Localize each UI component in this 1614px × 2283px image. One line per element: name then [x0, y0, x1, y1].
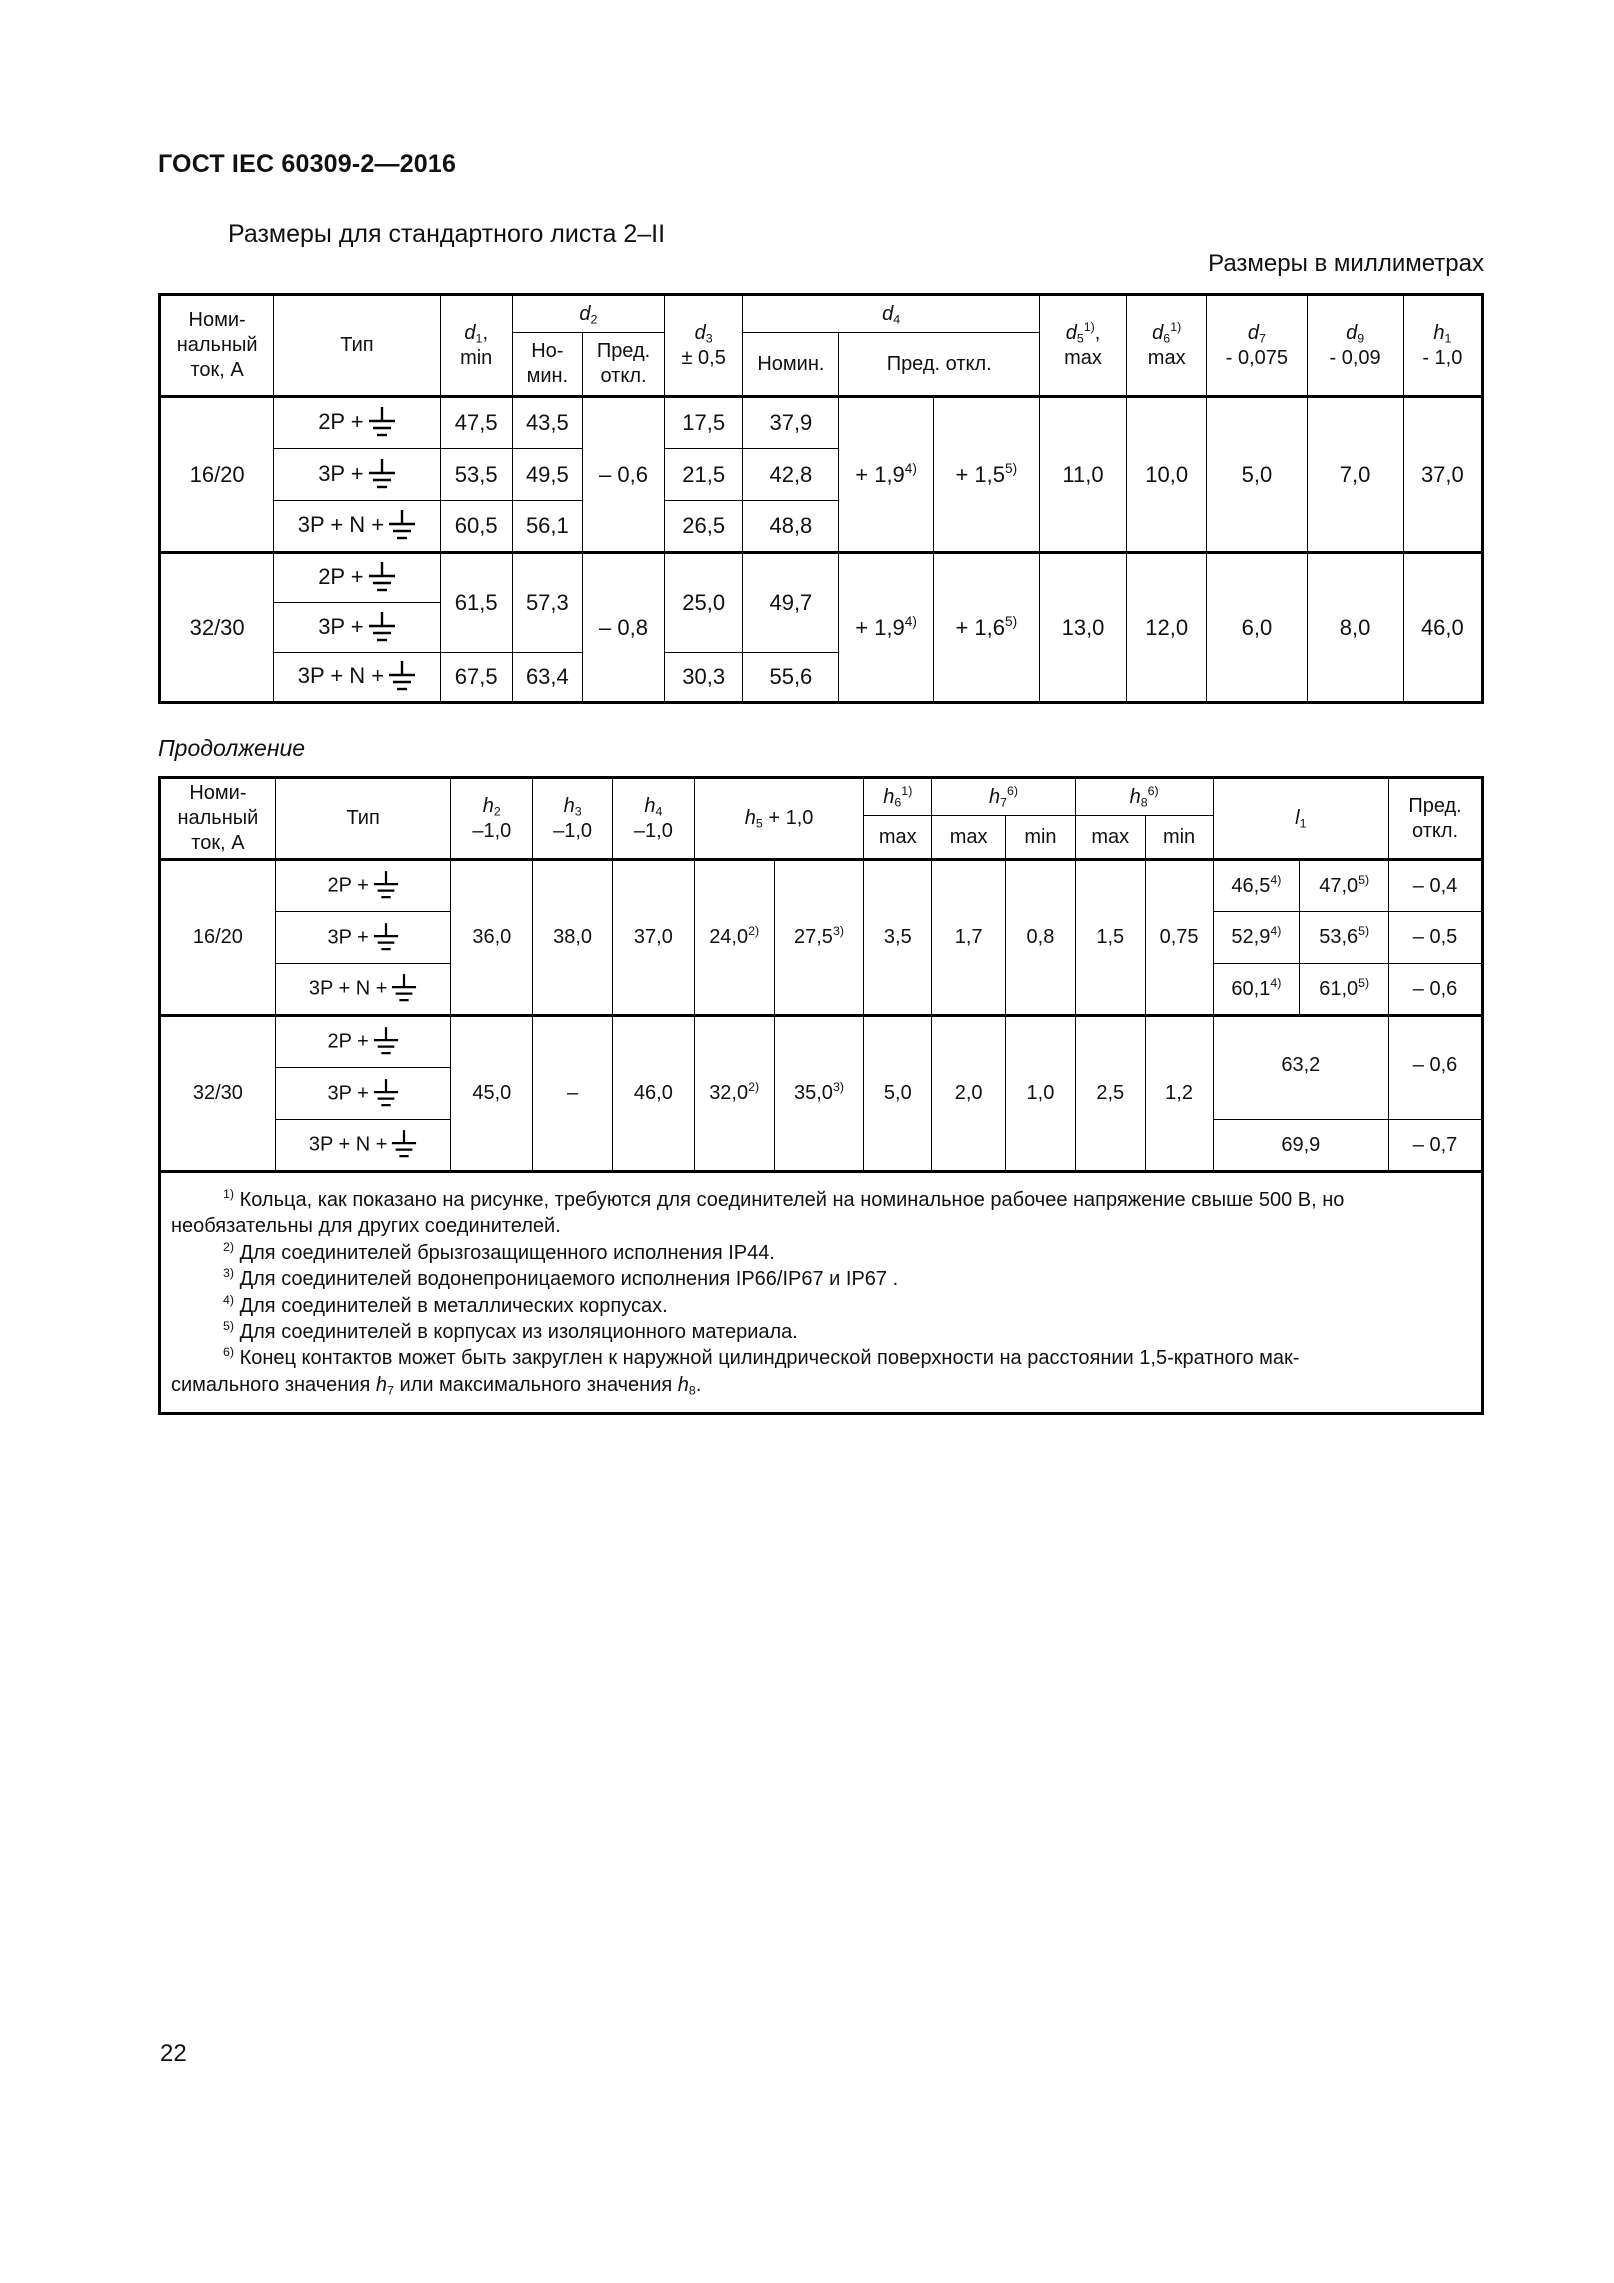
d7-value: 5,0: [1207, 397, 1307, 553]
type-cell: 3P + N +: [274, 653, 440, 703]
d4-deviation-metal: + $1,9^{4)}$: [839, 553, 933, 703]
type-cell: 3P + N +: [274, 501, 440, 553]
h6-max-value: 3,5: [864, 860, 932, 1016]
l1-insulating-value: 61,0$^{5)}$: [1300, 964, 1389, 1016]
d4-deviation-insulating: + $1,5^{5)}$: [933, 397, 1039, 553]
earth-ground-icon: [373, 870, 399, 902]
current-cell: 32/30: [160, 553, 274, 703]
document-code: ГОСТ IEC 60309-2—2016: [158, 150, 457, 178]
type-cell: 3P + N +: [275, 964, 451, 1016]
col-d4: $d_4$: [743, 295, 1040, 333]
col-d2-nominal: Но- мин.: [512, 333, 582, 397]
earth-ground-icon: [373, 1078, 399, 1110]
earth-ground-icon: [368, 611, 396, 645]
type-cell: 2P +: [274, 397, 440, 449]
earth-ground-icon: [368, 458, 396, 492]
h6-max-value: 5,0: [864, 1016, 932, 1172]
d6-value: 12,0: [1127, 553, 1207, 703]
h8-max-value: 1,5: [1075, 860, 1145, 1016]
h8-min-value: 0,75: [1145, 860, 1213, 1016]
col-l1: $l_1$: [1213, 778, 1389, 860]
h5-value-ip44: 24,0$^{2)}$: [694, 860, 774, 1016]
footnote-1: $^{1)}$ Кольца, как показано на рисунке, требуются для соединителей на номинальное рабочее напряжение свыше 500 В, но: [223, 1186, 1345, 1211]
type-cell: 2P +: [275, 860, 451, 912]
dimensions-table-main: [158, 293, 1484, 704]
type-cell: 3P +: [274, 603, 440, 653]
col-d3: $d_3$ ± 0,5: [665, 295, 743, 397]
h3-value: 38,0: [533, 860, 613, 1016]
col-h7-min: min: [1006, 816, 1076, 860]
current-cell: 16/20: [160, 397, 274, 553]
continuation-label: Продолжение: [158, 735, 306, 761]
footnote-6-continuation: симального значения $h_7$ или максимального значения $h_8$.: [171, 1373, 702, 1398]
footnote-6: $^{6)}$ Конец контактов может быть закруглен к наружной цилиндрической поверхности на расстоянии 1,5-кратного мак-: [223, 1345, 1300, 1370]
col-h1: $h_1$ - 1,0: [1403, 295, 1482, 397]
h2-value: 45,0: [451, 1016, 533, 1172]
col-d1: $d_1$, min: [440, 295, 512, 397]
l1-value: 69,9: [1213, 1120, 1389, 1172]
d3-value: 30,3: [665, 653, 743, 703]
col-h7-max: max: [932, 816, 1006, 860]
earth-ground-icon: [368, 406, 396, 440]
type-cell: 3P + N +: [275, 1120, 451, 1172]
d4-value: 37,9: [743, 397, 839, 449]
d2-value: 63,4: [512, 653, 582, 703]
deviation-value: – 0,5: [1389, 912, 1483, 964]
l1-metal-value: 52,9$^{4)}$: [1213, 912, 1300, 964]
h7-max-value: 2,0: [932, 1016, 1006, 1172]
h5-value-ip67: 35,0$^{3)}$: [774, 1016, 864, 1172]
d2-deviation-value: – 0,6: [582, 397, 664, 553]
col-deviation: Пред. откл.: [1389, 778, 1483, 860]
d4-value: 49,7: [743, 553, 839, 653]
type-cell: 3P +: [275, 912, 451, 964]
d1-value: 67,5: [440, 653, 512, 703]
type-cell: 3P +: [275, 1068, 451, 1120]
l1-metal-value: 60,1$^{4)}$: [1213, 964, 1300, 1016]
d4-value: 48,8: [743, 501, 839, 553]
col-h2: $h_2$ –1,0: [451, 778, 533, 860]
h1-value: 46,0: [1403, 553, 1482, 703]
footnotes-row: [160, 1172, 1483, 1414]
h4-value: 37,0: [612, 860, 694, 1016]
d3-value: 21,5: [665, 449, 743, 501]
col-nominal-current: Номи- нальный ток, А: [160, 778, 276, 860]
earth-ground-icon: [373, 1026, 399, 1058]
col-h4: $h_4$ –1,0: [612, 778, 694, 860]
h7-min-value: 0,8: [1006, 860, 1076, 1016]
footnote-3: $^{3)}$ Для соединителей водонепроницаемого исполнения IP66/IP67 и IP67 .: [223, 1266, 899, 1291]
d1-value: 47,5: [440, 397, 512, 449]
l1-insulating-value: 53,6$^{5)}$: [1300, 912, 1389, 964]
d4-value: 55,6: [743, 653, 839, 703]
earth-ground-icon: [391, 1129, 417, 1161]
d3-value: 17,5: [665, 397, 743, 449]
d9-value: 8,0: [1307, 553, 1403, 703]
l1-value: 63,2: [1213, 1016, 1389, 1120]
col-h5: $h_5 + 1,0$: [694, 778, 864, 860]
deviation-value: – 0,6: [1389, 1016, 1483, 1120]
col-type: Тип: [275, 778, 451, 860]
footnote-4: $^{4)}$ Для соединителей в металлических корпусах.: [223, 1292, 668, 1317]
col-h3: $h_3$ –1,0: [533, 778, 613, 860]
table-row: [160, 1016, 1483, 1068]
col-d2: $d_2$: [512, 295, 664, 333]
type-cell: 2P +: [274, 553, 440, 603]
h5-value-ip44: 32,0$^{2)}$: [694, 1016, 774, 1172]
col-d9: $d_9$ - 0,09: [1307, 295, 1403, 397]
h2-value: 36,0: [451, 860, 533, 1016]
d2-value: 49,5: [512, 449, 582, 501]
col-h8-min: min: [1145, 816, 1213, 860]
d2-value: 43,5: [512, 397, 582, 449]
d9-value: 7,0: [1307, 397, 1403, 553]
table-row: [160, 397, 1483, 449]
dimensions-table-continued: [158, 776, 1484, 1415]
h8-max-value: 2,5: [1075, 1016, 1145, 1172]
current-cell: 16/20: [160, 860, 276, 1016]
col-h8: $h_8^{6)}$: [1075, 778, 1213, 816]
d5-value: 11,0: [1039, 397, 1126, 553]
d1-value: 60,5: [440, 501, 512, 553]
col-type: Тип: [274, 295, 440, 397]
footnote-1-continuation: необязательны для других соединителей.: [171, 1215, 561, 1238]
footnote-5: $^{5)}$ Для соединителей в корпусах из изоляционного материала.: [223, 1318, 798, 1343]
table-row: [160, 553, 1483, 603]
d3-value: 26,5: [665, 501, 743, 553]
footnote-2: $^{2)}$ Для соединителей брызгозащищенного исполнения IP44.: [223, 1239, 775, 1264]
d7-value: 6,0: [1207, 553, 1307, 703]
d1-value: 53,5: [440, 449, 512, 501]
h8-min-value: 1,2: [1145, 1016, 1213, 1172]
h7-min-value: 1,0: [1006, 1016, 1076, 1172]
h7-max-value: 1,7: [932, 860, 1006, 1016]
earth-ground-icon: [388, 509, 416, 543]
h4-value: 46,0: [612, 1016, 694, 1172]
col-d4-deviation: Пред. откл.: [839, 333, 1039, 397]
col-d6: $d_6^{1)}$ max: [1127, 295, 1207, 397]
col-nominal-current: Номи- нальный ток, А: [160, 295, 274, 397]
d4-value: 42,8: [743, 449, 839, 501]
d2-value: 56,1: [512, 501, 582, 553]
d1-value: 61,5: [440, 553, 512, 653]
col-d2-deviation: Пред. откл.: [582, 333, 664, 397]
earth-ground-icon: [388, 660, 416, 694]
col-h7: $h_7^{6)}$: [932, 778, 1076, 816]
col-h6: $h_6^{1)}$: [864, 778, 932, 816]
deviation-value: – 0,7: [1389, 1120, 1483, 1172]
col-d4-nominal: Номин.: [743, 333, 839, 397]
current-cell: 32/30: [160, 1016, 276, 1172]
col-d5: $d_5^{1)}$, max: [1039, 295, 1126, 397]
type-cell: 2P +: [275, 1016, 451, 1068]
d2-value: 57,3: [512, 553, 582, 653]
table-row: [160, 860, 1483, 912]
page-number: 22: [160, 2040, 187, 2067]
l1-metal-value: 46,5$^{4)}$: [1213, 860, 1300, 912]
earth-ground-icon: [391, 973, 417, 1005]
col-h6-max: max: [864, 816, 932, 860]
d3-value: 25,0: [665, 553, 743, 653]
table-caption: Размеры для стандартного листа 2–II: [228, 220, 666, 248]
col-d7: $d_7$ - 0,075: [1207, 295, 1307, 397]
type-cell: 3P +: [274, 449, 440, 501]
h3-value: –: [533, 1016, 613, 1172]
h5-value-ip67: 27,5$^{3)}$: [774, 860, 864, 1016]
l1-insulating-value: 47,0$^{5)}$: [1300, 860, 1389, 912]
d4-deviation-metal: + $1,9^{4)}$: [839, 397, 933, 553]
h1-value: 37,0: [1403, 397, 1482, 553]
col-h8-max: max: [1075, 816, 1145, 860]
d2-deviation-value: – 0,8: [582, 553, 664, 703]
units-note: Размеры в миллиметрах: [1208, 250, 1484, 277]
deviation-value: – 0,4: [1389, 860, 1483, 912]
d4-deviation-insulating: + $1,6^{5)}$: [933, 553, 1039, 703]
d6-value: 10,0: [1127, 397, 1207, 553]
d5-value: 13,0: [1039, 553, 1126, 703]
earth-ground-icon: [373, 922, 399, 954]
footnotes: [160, 1172, 1483, 1414]
deviation-value: – 0,6: [1389, 964, 1483, 1016]
earth-ground-icon: [368, 561, 396, 595]
